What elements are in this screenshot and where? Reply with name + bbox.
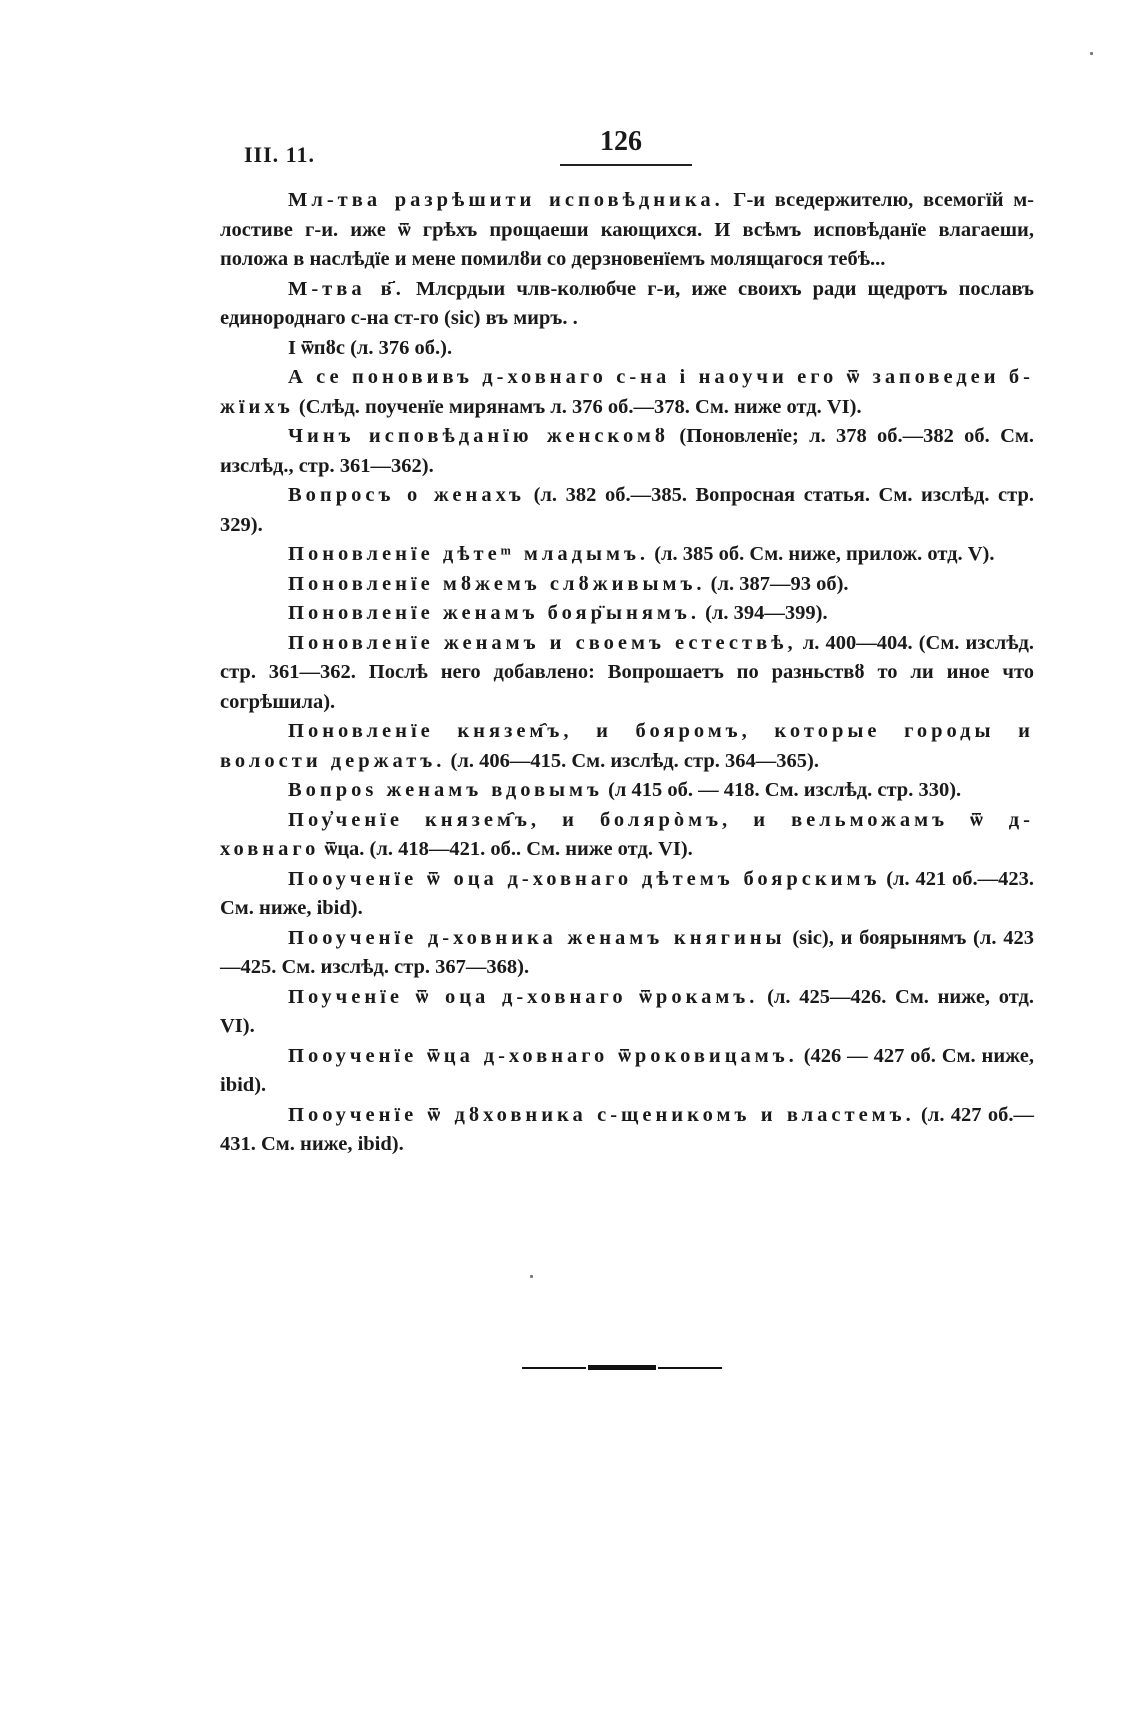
entry-text: (л. 387—93 об).: [705, 572, 849, 595]
entry-text: I ѿпȣс (л. 376 об.).: [288, 336, 453, 359]
entry-text: (sic), и боярынямъ (л. 423—425. См. изслѣд. стр. 367—368).: [220, 926, 1034, 978]
entry-text: (Поновленїе; л. 378 об.—382 об. См. изслѣд., стр. 361—362).: [220, 425, 1034, 477]
entry-title: Вопроѕ женамъ вдовымъ: [288, 779, 603, 801]
entry-text: (л. 421 об.—423. См. ниже, ibid).: [220, 867, 1034, 919]
entry-text: (л. 385 об. См. ниже, прилож. отд. V).: [649, 543, 995, 565]
entry-title: Чинъ исповѣданїю женскомȣ: [288, 425, 670, 447]
page-number: 126: [600, 126, 642, 157]
entry: [220, 186, 1034, 275]
ornament-center-bar: [588, 1365, 656, 1370]
entry: [220, 983, 1034, 1042]
entry-title: А се поновивъ д-ховнаго с-на і наоучи его ѿ заповедеи б-жїихъ: [220, 366, 1034, 418]
entry-text: Млсрдыи члв-колюбче г-и, иже своихъ ради щедротъ пославъ единороднаго с-на ст-го (sic) въ миръ. .: [220, 277, 1034, 329]
entry-title: Поу҆ченїе князем҄ъ, и болярòмъ, и вельможамъ ѿ д-ховнаго: [220, 808, 1034, 860]
entry: [220, 334, 1034, 364]
entry-title: Поновленїе мȣжемъ слȣживымъ.: [288, 572, 706, 595]
entry-text: Г-и вседержителю, всемогїй м-лостиве г-и. иже ѿ грѣхъ прощаеши кающихся. И всѣмъ исповѣданїе влагаеши, положа в наслѣдїе и мене помилȣи со дерзновенїемъ молящагося тебѣ...: [220, 189, 1034, 270]
entry: [220, 540, 1034, 570]
entry: [220, 717, 1034, 776]
ornament-left-line: [522, 1367, 586, 1369]
entry-text: (л. 406—415. См. изслѣд. стр. 364—365).: [445, 749, 819, 772]
entry-title: Поученїе ѿ оца д-ховнаго ѿрокамъ.: [288, 985, 759, 1008]
entry-title: Пооученїе ѿца д-ховнаго ѿроковицамъ.: [288, 1044, 798, 1067]
entry: [220, 599, 1034, 629]
section-reference: III. 11.: [244, 142, 315, 167]
entry-text: ѿца. (л. 418—421. об.. См. ниже отд. VI).: [319, 838, 693, 860]
entry: [220, 275, 1034, 334]
entry-title: Пооученїе ѿ дȣховника с-щеникомъ и властемъ.: [288, 1103, 915, 1126]
print-speck: [530, 1275, 533, 1278]
entry-text: (л. 427 об.—431. См. ниже, ibid).: [220, 1103, 1035, 1155]
end-ornament-rule: [522, 1365, 722, 1371]
print-speck: [1090, 52, 1093, 55]
header-rule: [560, 164, 692, 166]
entry: [220, 776, 1034, 806]
entry-text: (426 — 427 об. См. ниже, ibid).: [220, 1044, 1034, 1096]
entry: [220, 363, 1034, 422]
entry-title: Пооученїе ѿ оца д-ховнаго дѣтемъ боярскимъ: [288, 867, 881, 890]
entry: [220, 629, 1034, 718]
entry: [220, 1042, 1034, 1101]
entry-title: Поновленїе женамъ и своемъ естествѣ,: [288, 631, 797, 654]
manuscript-listing: [220, 186, 1034, 1160]
ornament-right-line: [658, 1367, 722, 1369]
entry-title: Пооученїе д-ховника женамъ княгины: [288, 926, 786, 949]
entry: [220, 865, 1034, 924]
entry-text: (Слѣд. поученїе мирянамъ л. 376 об.—378. См. ниже отд. VI).: [293, 395, 862, 418]
entry-text: (л. 394—399).: [699, 602, 828, 624]
entry-text: (л 415 об. — 418. См. изслѣд. стр. 330).: [602, 779, 962, 801]
entry-title: М-тва в҃.: [288, 277, 405, 300]
entry-text: л. 400—404. (См. изслѣд. стр. 361—362. Послѣ него добавлено: Вопрошаетъ по разньствȣ то ли иное что согрѣшила).: [220, 631, 1035, 713]
entry-text: (л. 382 об.—385. Вопросная статья. См. изслѣд. стр. 329).: [220, 484, 1034, 536]
entry-title: Вопросъ о женахъ: [288, 484, 526, 506]
entry-title: Мл-тва разрѣшити исповѣдника.: [288, 189, 724, 211]
entry: [220, 806, 1034, 865]
entry-title: Поновленїе князем҄ъ, и бояромъ, которые городы и волости держатъ.: [220, 720, 1034, 772]
entry-title: Поновленїе дѣтеᵐ младымъ.: [288, 543, 650, 565]
entry: [220, 422, 1034, 481]
entry: [220, 1101, 1034, 1160]
entry-title: Поновленїе женамъ бояр̈ынямъ.: [288, 602, 700, 624]
entry: [220, 570, 1034, 600]
entry-text: (л. 425—426. См. ниже, отд. VI).: [220, 985, 1035, 1037]
entry: [220, 481, 1034, 540]
entry: [220, 924, 1034, 983]
